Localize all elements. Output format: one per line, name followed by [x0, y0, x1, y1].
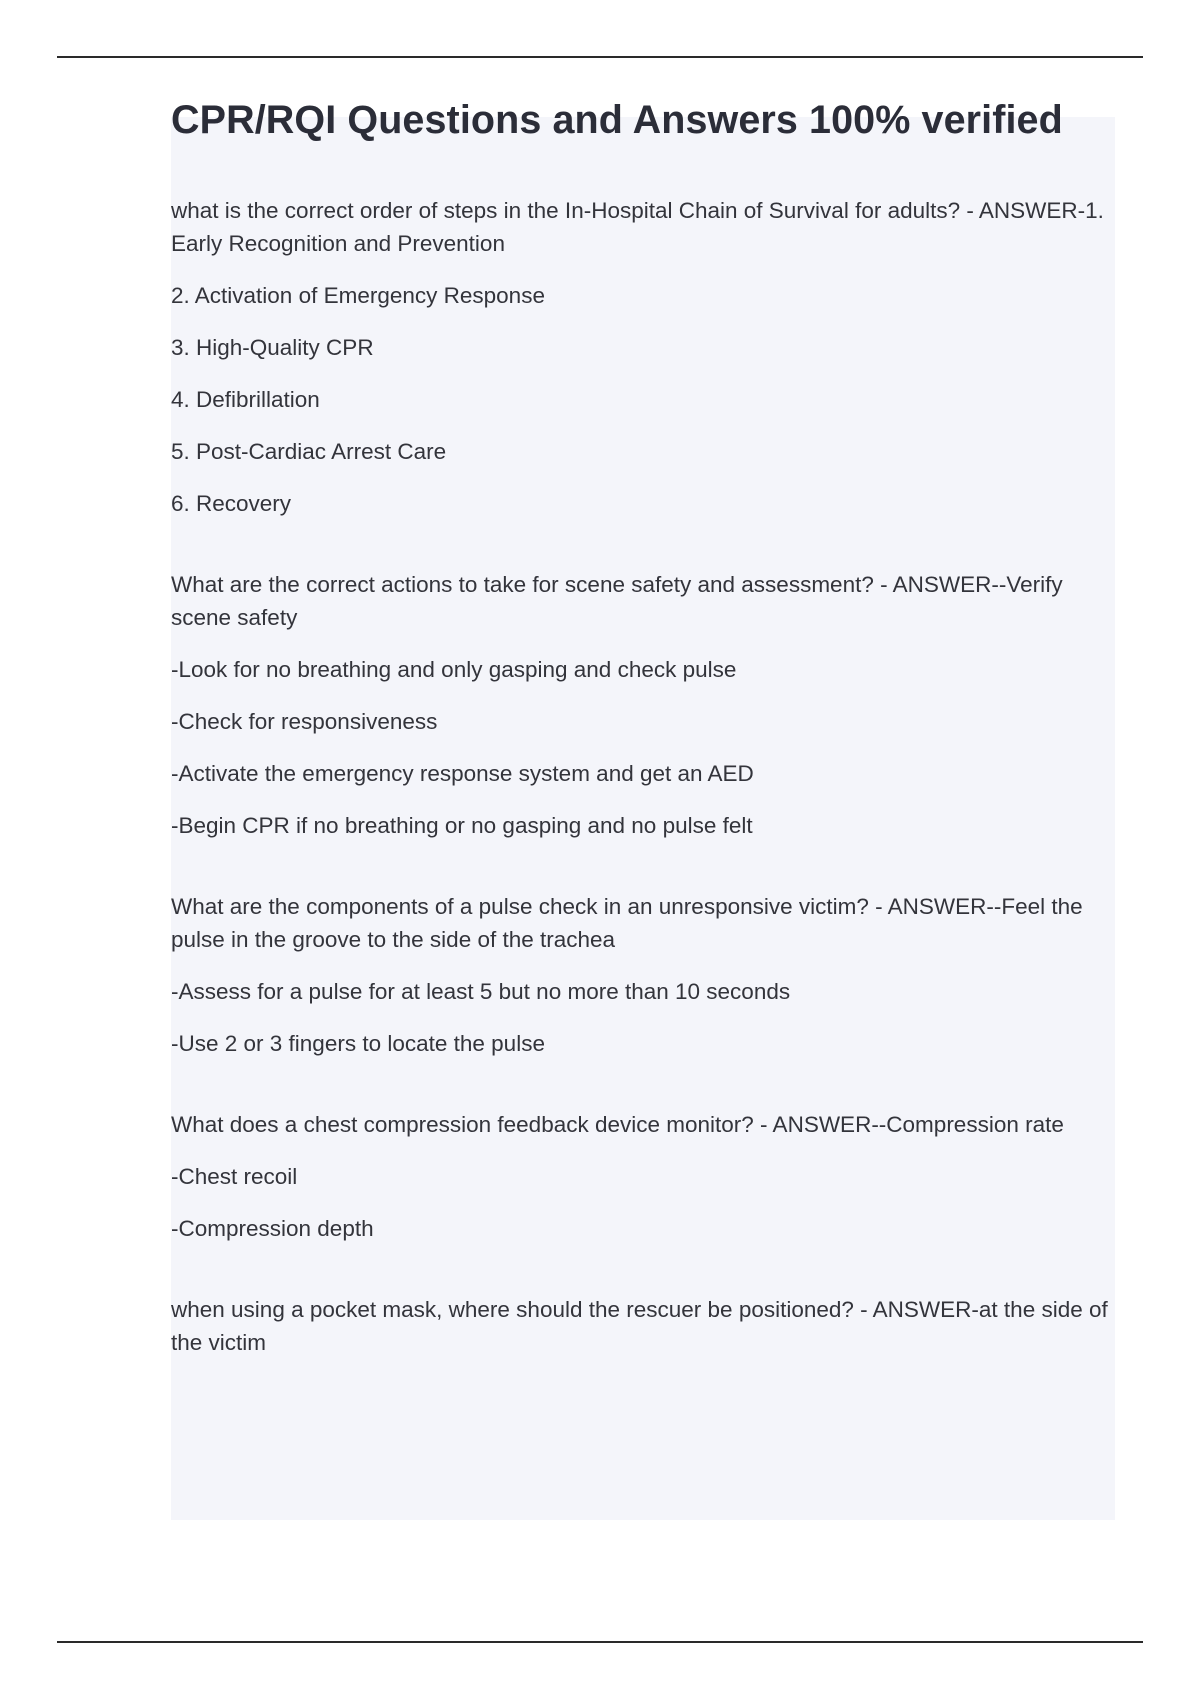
answer-line: -Look for no breathing and only gasping and check pulse [171, 657, 737, 682]
qa-item-5 [171, 1293, 1119, 1359]
question-answer: when using a pocket mask, where should the rescuer be positioned? - ANSWER-at the side of the victim [171, 1297, 1108, 1355]
answer-line: -Compression depth [171, 1216, 374, 1241]
answer-line: -Assess for a pulse for at least 5 but no more than 10 seconds [171, 979, 791, 1004]
top-rule [57, 56, 1143, 58]
answer-line: 6. Recovery [171, 491, 292, 516]
question-answer: What are the correct actions to take for scene safety and assessment? - ANSWER--Verify scene safety [171, 572, 1063, 630]
answer-line: -Begin CPR if no breathing or no gasping and no pulse felt [171, 813, 753, 838]
answer-line: -Chest recoil [171, 1164, 298, 1189]
question-answer: what is the correct order of steps in the In-Hospital Chain of Survival for adults? - ANSWER-1. Early Recognition and Prevention [171, 198, 1104, 256]
answer-line: -Use 2 or 3 fingers to locate the pulse [171, 1031, 545, 1056]
document-title: CPR/RQI Questions and Answers 100% verified [171, 98, 1063, 142]
qa-item-3 [171, 890, 1119, 1060]
qa-item-2 [171, 568, 1119, 842]
qa-item-1 [171, 194, 1119, 520]
answer-line: 3. High-Quality CPR [171, 335, 374, 360]
qa-list [171, 194, 1119, 1407]
answer-line: -Check for responsiveness [171, 709, 438, 734]
bottom-rule [57, 1641, 1143, 1643]
qa-item-4 [171, 1108, 1119, 1245]
answer-line: 2. Activation of Emergency Response [171, 283, 545, 308]
answer-line: 4. Defibrillation [171, 387, 320, 412]
answer-line: -Activate the emergency response system and get an AED [171, 761, 754, 786]
answer-line: 5. Post-Cardiac Arrest Care [171, 439, 447, 464]
question-answer: What are the components of a pulse check in an unresponsive victim? - ANSWER--Feel the pulse in the groove to the side of the trachea [171, 894, 1083, 952]
question-answer: What does a chest compression feedback device monitor? - ANSWER--Compression rate [171, 1112, 1064, 1137]
